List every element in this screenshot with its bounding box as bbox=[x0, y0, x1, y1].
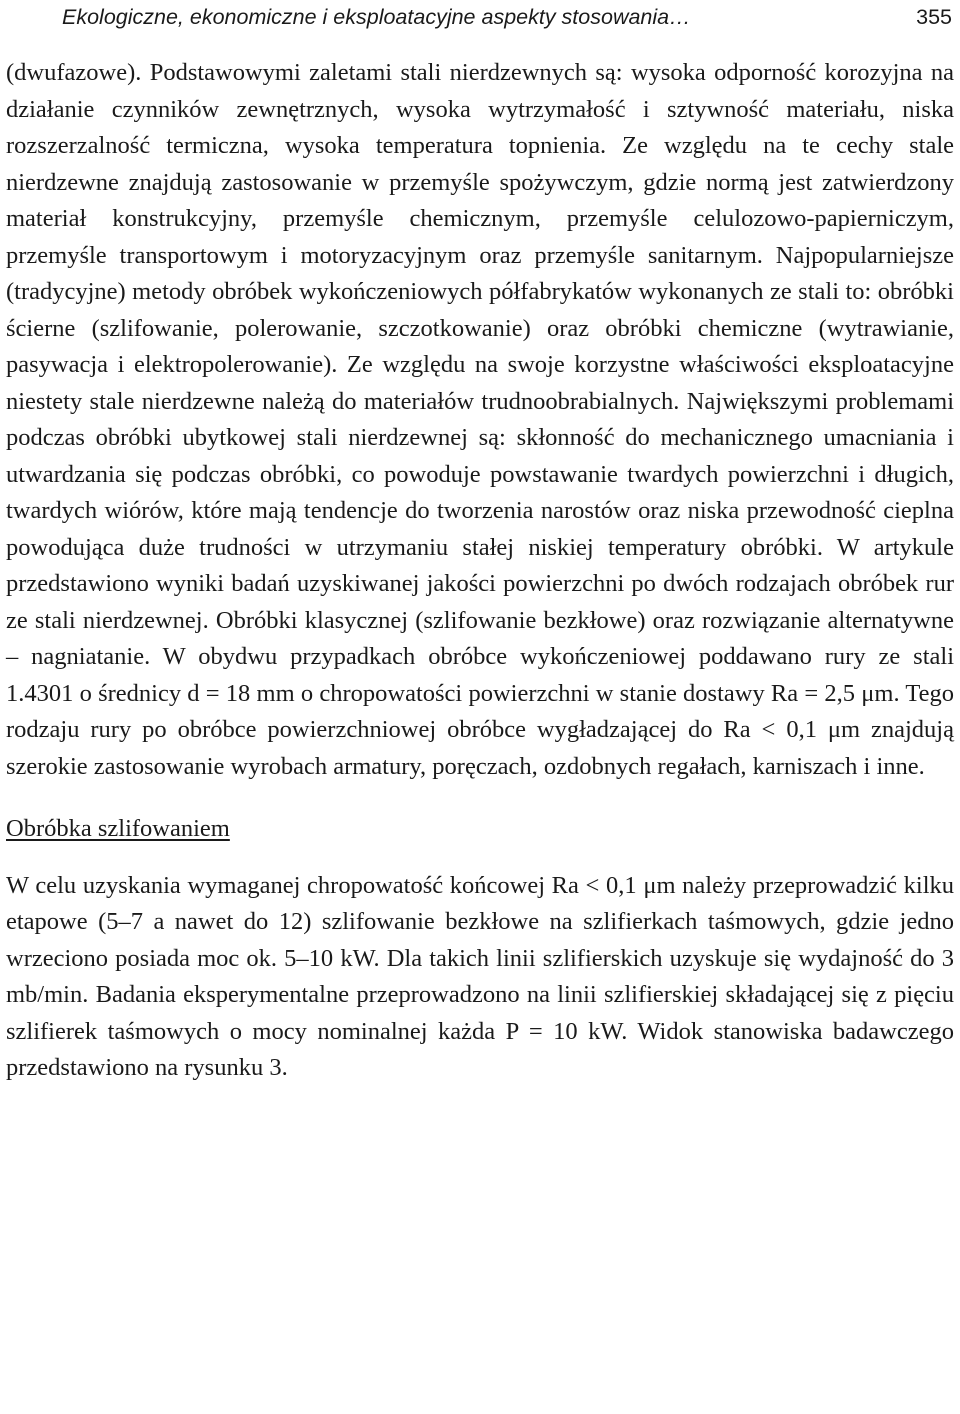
section-heading-text: Obróbka szlifowaniem bbox=[6, 815, 230, 842]
page-number: 355 bbox=[916, 5, 952, 29]
running-head-title: Ekologiczne, ekonomiczne i eksploatacyjne aspekty stosowania… bbox=[62, 5, 691, 29]
running-head bbox=[62, 0, 952, 34]
body-text bbox=[6, 55, 954, 1087]
section-heading bbox=[6, 811, 954, 848]
intro-paragraph: (dwufazowe). Podstawowymi zaletami stali nierdzewnych są: wysoka odporność korozyjna na działanie czynników zewnętrznych, wysoka wytrzymałość i sztywność materiału, niska rozszerzalność termiczna, wysoka temperatura topnienia. Ze względu na te cechy stale nierdzewne znajdują zastosowanie w przemyśle spożywczym, gdzie normą jest zatwierdzony materiał konstrukcyjny, przemyśle chemicznym, przemyśle celulozowo-papierniczym, przemyśle transportowym i motoryzacyjnym oraz przemyśle sanitarnym. Najpopularniejsze (tradycyjne) metody obróbek wykończeniowych półfabrykatów wykonanych ze stali to: obróbki ścierne (szlifowanie, polerowanie, szczotkowanie) oraz obróbki chemiczne (wytrawianie, pasywacja i elektropolerowanie). Ze względu na swoje korzystne właściwości eksploatacyjne niestety stale nierdzewne należą do materiałów trudnoobrabialnych. Największymi problemami podczas obróbki ubytkowej stali nierdzewnej są: skłonność do mechanicznego umacniania i utwardzania się podczas obróbki, co powoduje powstawanie twardych powierzchni i długich, twardych wiórów, które mają tendencje do tworzenia narostów oraz niska przewodność cieplna powodująca duże trudności w utrzymaniu stałej niskiej temperatury obróbki. W artykule przedstawiono wyniki badań uzyskiwanej jakości powierzchni po dwóch rodzajach obróbek rur ze stali nierdzewnej. Obróbki klasycznej (szlifowanie bezkłowe) oraz rozwiązanie alternatywne – nagniatanie. W obydwu przypadkach obróbce wykończeniowej poddawano rury ze stali 1.4301 o średnicy d = 18 mm o chropowatości powierzchni w stanie dostawy Ra = 2,5 μm. Tego rodzaju rury po obróbce powierzchniowej obróbce wygładzającej do Ra < 0,1 μm znajdują szerokie zastosowanie wyrobach armatury, poręczach, ozdobnych regałach, karniszach i inne. bbox=[6, 59, 954, 780]
section-paragraph: W celu uzyskania wymaganej chropowatość końcowej Ra < 0,1 μm należy przeprowadzić kilku etapowe (5–7 a nawet do 12) szlifowanie bezkłowe na szlifierkach taśmowych, gdzie jedno wrzeciono posiada moc ok. 5–10 kW. Dla takich linii szlifierskich uzyskuje się wydajność do 3 mb/min. Badania eksperymentalne przeprowadzono na linii szlifierskiej składającej się z pięciu szlifierek taśmowych o mocy nominalnej każda P = 10 kW. Widok stanowiska badawczego przedstawiono na rysunku 3. bbox=[6, 871, 954, 1081]
